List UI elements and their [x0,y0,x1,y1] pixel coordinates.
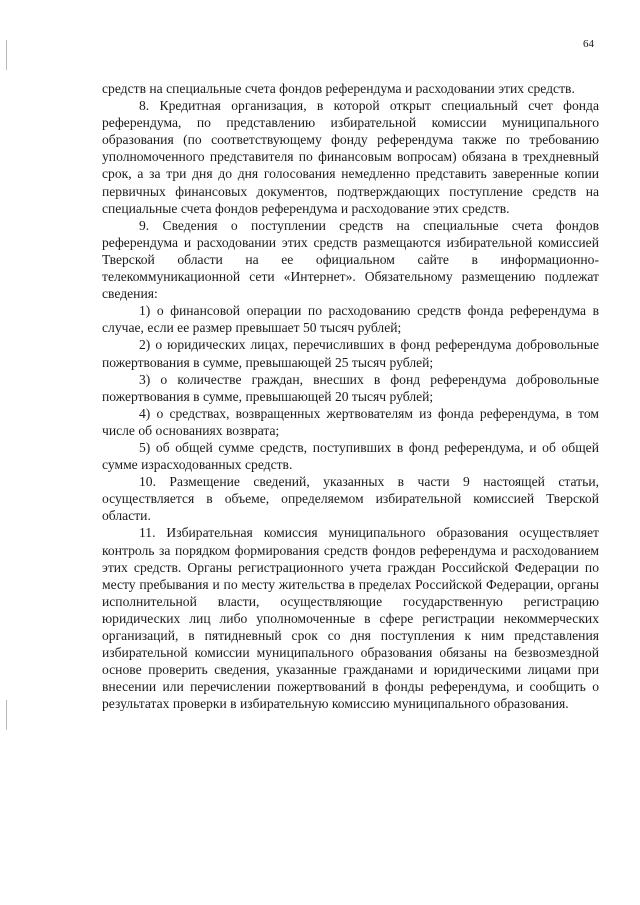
paragraph: 8. Кредитная организация, в которой открыт специальный счет фонда референдума, по представлению избирательной комиссии муниципального образования (по соответствующему фонду референдума также по требованию уполномоченного представителя по финансовым вопросам) обязана в трехдневный срок, а за три дня до дня голосования немедленно представить заверенные копии первичных финансовых документов, подтверждающих поступление средств на специальные счета фондов референдума и расходование этих средств. [102,98,599,216]
paragraph: 10. Размещение сведений, указанных в части 9 настоящей статьи, осуществляется в объеме, определяемом избирательной комиссией Тверской области. [102,474,599,524]
paragraph: 9. Сведения о поступлении средств на специальные счета фондов референдума и расходовании этих средств размещаются избирательной комиссией Тверской области на ее официальном сайте в информационно-телекоммуникационной сети «Интернет». Обязательному размещению подлежат сведения: [102,217,599,302]
document-body [102,80,599,712]
paragraph: 2) о юридических лицах, перечисливших в фонд референдума добровольные пожертвования в сумме, превышающей 25 тысяч рублей; [102,337,599,370]
paragraph: 11. Избирательная комиссия муниципального образования осуществляет контроль за порядком формирования средств фондов референдума и расходованием этих средств. Органы регистрационного учета граждан Российской Федерации по месту пребывания и по месту жительства в пределах Российской Федерации, органы исполнительной власти, осуществляющие государственную регистрацию юридических лиц либо уполномоченные в сфере регистрации некоммерческих организаций, в пятидневный срок со дня поступления к ним представления избирательной комиссии муниципального образования обязаны на безвозмездной основе проверить сведения, указанные гражданами и юридическими лицами при внесении или перечислении пожертвований в фонды референдума, и сообщить о результатах проверки в избирательную комиссию муниципального образования. [102,525,599,712]
page-number: 64 [583,38,594,50]
paragraph: 5) об общей сумме средств, поступивших в фонд референдума, и об общей сумме израсходованных средств. [102,439,599,473]
paragraph: 3) о количестве граждан, внесших в фонд референдума добровольные пожертвования в сумме, превышающей 20 тысяч рублей; [102,371,599,404]
scan-edge-mark-top [6,40,7,70]
scan-edge-mark-bottom [6,700,7,730]
paragraph: 4) о средствах, возвращенных жертвователям из фонда референдума, в том числе об основаниях возврата; [102,405,599,438]
paragraph: средств на специальные счета фондов референдума и расходовании этих средств. [102,81,575,96]
paragraph: 1) о финансовой операции по расходованию средств фонда референдума в случае, если ее размер превышает 50 тысяч рублей; [102,303,599,336]
